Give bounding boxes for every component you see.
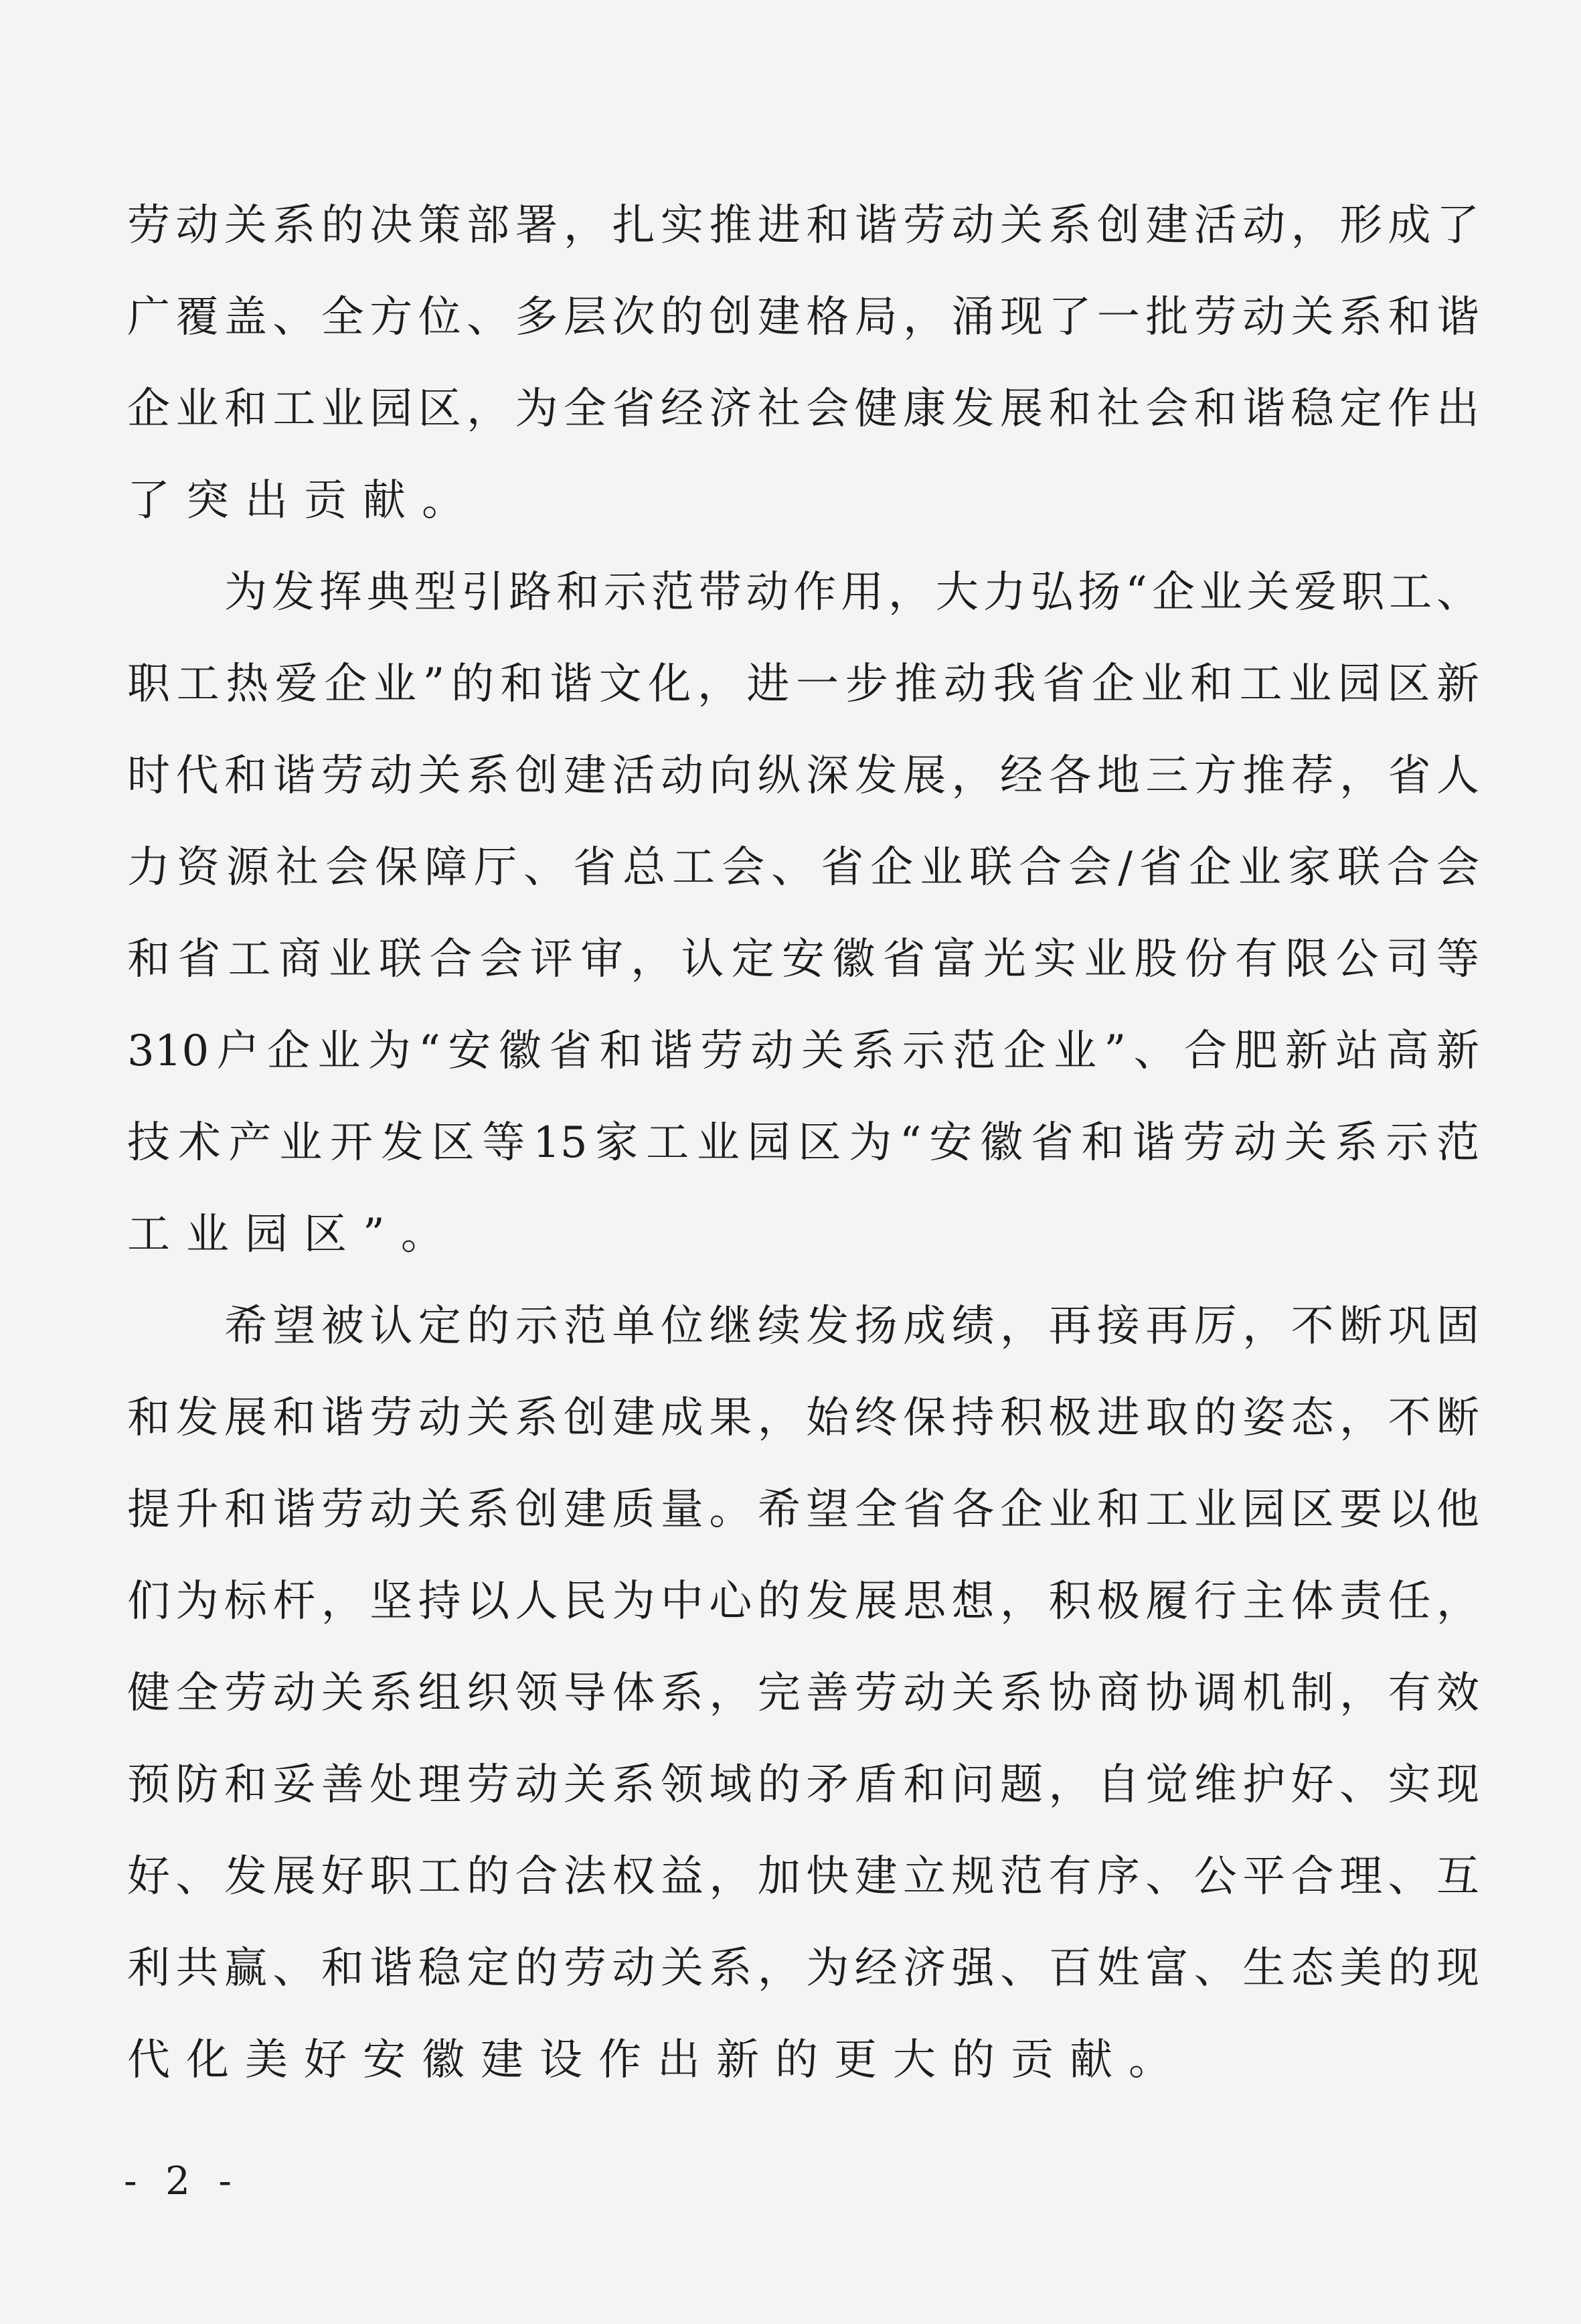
text-line: 技术产业开发区等15家工业园区为“安徽省和谐劳动关系示范 (127, 1118, 1479, 1168)
text-line: 代化美好安徽建设作出新的更大的贡献。 (127, 2035, 1187, 2085)
text-line: 广覆盖、全方位、多层次的创建格局，涌现了一批劳动关系和谐 (127, 293, 1479, 342)
text-line: 和省工商业联合会评审，认定安徽省富光实业股份有限公司等 (127, 935, 1479, 984)
text-line: 力资源社会保障厅、省总工会、省企业联合会/省企业家联合会 (127, 843, 1479, 893)
text-line: 利共赢、和谐稳定的劳动关系，为经济强、百姓富、生态美的现 (127, 1944, 1479, 1993)
text-line: 310户企业为“安徽省和谐劳动关系示范企业”、合肥新站高新 (127, 1026, 1479, 1076)
text-line: 预防和妥善处理劳动关系领域的矛盾和问题，自觉维护好、实现 (127, 1760, 1479, 1810)
text-line: 工业园区”。 (127, 1210, 460, 1259)
page-number: - 2 - (124, 2158, 240, 2203)
paragraph-first-line: 为发挥典型引路和示范带动作用，大力弘扬“企业关爱职工、 (224, 568, 1479, 617)
text-line: 和发展和谐劳动关系创建成果，始终保持积极进取的姿态，不断 (127, 1393, 1479, 1443)
text-line: 们为标杆，坚持以人民为中心的发展思想，积极履行主体责任， (127, 1577, 1479, 1626)
text-line: 提升和谐劳动关系创建质量。希望全省各企业和工业园区要以他 (127, 1485, 1479, 1535)
text-line: 企业和工业园区，为全省经济社会健康发展和社会和谐稳定作出 (127, 384, 1479, 434)
paragraph-first-line: 希望被认定的示范单位继续发扬成绩，再接再厉，不断巩固 (224, 1302, 1479, 1351)
text-line: 时代和谐劳动关系创建活动向纵深发展，经各地三方推荐，省人 (127, 751, 1479, 801)
text-line: 好、发展好职工的合法权益，加快建立规范有序、公平合理、互 (127, 1852, 1479, 1902)
text-line: 了突出贡献。 (127, 476, 481, 526)
text-line: 职工热爱企业”的和谐文化，进一步推动我省企业和工业园区新 (127, 660, 1479, 709)
text-line: 劳动关系的决策部署，扎实推进和谐劳动关系创建活动，形成了 (127, 201, 1479, 250)
text-line: 健全劳动关系组织领导体系，完善劳动关系协商协调机制，有效 (127, 1669, 1479, 1718)
